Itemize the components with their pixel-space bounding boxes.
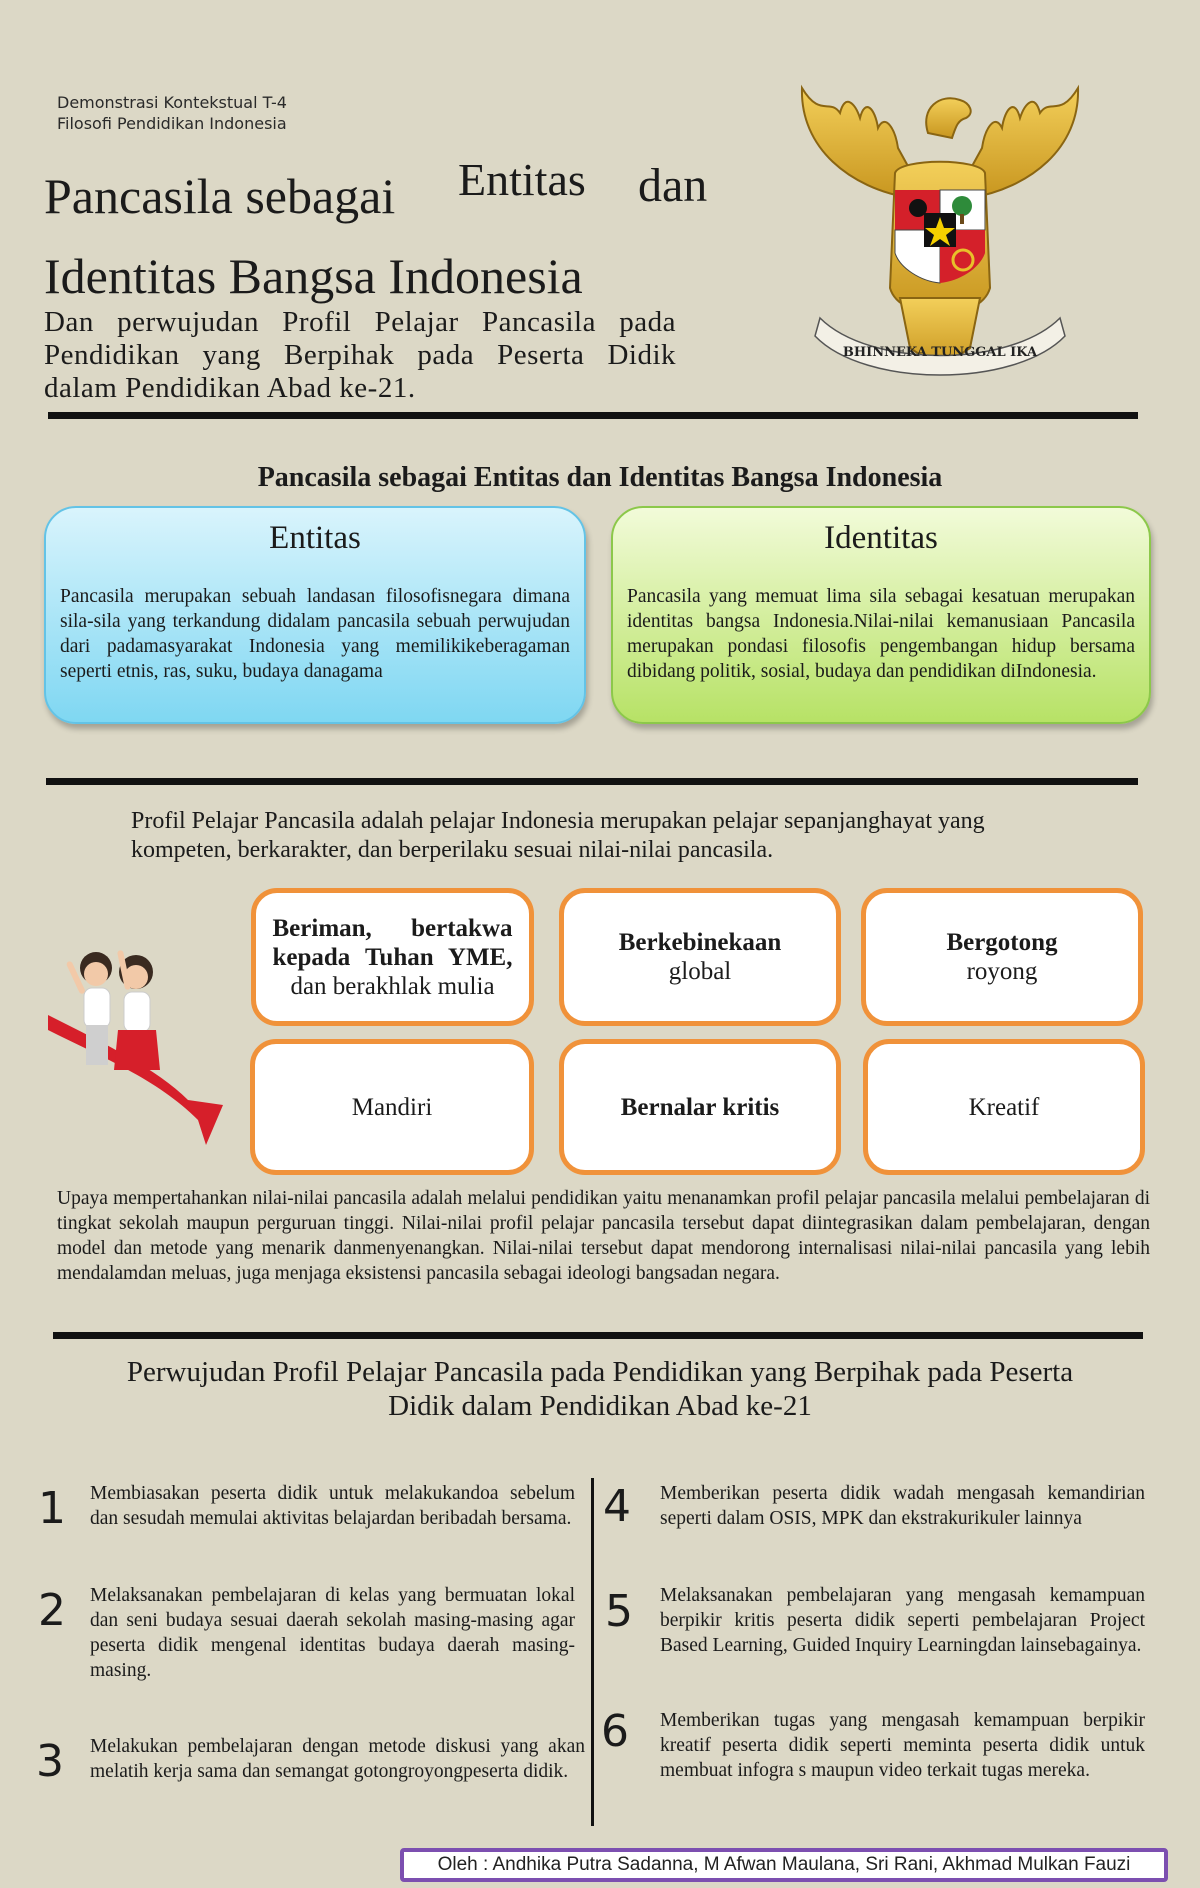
header-line-2: Filosofi Pendidikan Indonesia xyxy=(57,114,287,133)
profile-bergotong-rest: royong xyxy=(966,958,1038,985)
entitas-heading: Entitas xyxy=(269,520,361,556)
page-title xyxy=(44,154,724,312)
identitas-heading: Identitas xyxy=(824,520,938,556)
item-number-4: 4 xyxy=(603,1481,631,1532)
profile-kreatif xyxy=(863,1039,1145,1175)
item-text-5: Melaksanakan pembelajaran yang mengasah kemampuan berpikir kritis peserta didik seperti pembelajaran Project Based Learning, Guided Inquiry Learningdan lainsebagainya. xyxy=(660,1585,1145,1656)
divider-2 xyxy=(46,778,1138,785)
perwujudan-title-line-1: Perwujudan Profil Pelajar Pancasila pada Pendidikan yang Berpihak pada Peserta xyxy=(126,1356,1074,1388)
garuda-icon xyxy=(790,78,1090,400)
perwujudan-title xyxy=(60,1355,1140,1423)
author-credit: Oleh : Andhika Putra Sadanna, M Afwan Maulana, Sri Rani, Akhmad Mulkan Fauzi xyxy=(400,1848,1168,1882)
title-word-1: Pancasila sebagai xyxy=(44,168,396,224)
upaya-paragraph: Upaya mempertahankan nilai-nilai pancasila adalah melalui pendidikan yaitu menanamkan profil pelajar pancasila melalui pembelajaran di tingkat sekolah maupun perguruan tinggi. Nilai-nilai profil pelajar pancasila tersebut dapat diintegrasikan dalam pembelajaran, dengan model dan metode yang menarik danmenyenangkan. Nilai-nilai tersebut dapat mendorong internalisasi nilai-nilai pancasila yang lebih mendalamdan meluas, juga menjaga eksistensi pancasila sebagai ideologi bangsadan negara. xyxy=(57,1188,1150,1284)
profile-beriman-rest: dan berakhlak mulia xyxy=(290,972,495,1000)
profile-berkebinekaan xyxy=(559,888,841,1026)
title-word-2: Entitas xyxy=(458,154,586,205)
profile-bergotong-royong xyxy=(861,888,1143,1026)
profile-mandiri xyxy=(250,1039,534,1175)
students-icon xyxy=(48,920,248,1150)
divider-1 xyxy=(48,412,1138,419)
item-number-5: 5 xyxy=(605,1586,633,1637)
profile-beriman-bold: Beriman, bertakwa kepada Tuhan YME, xyxy=(272,914,513,971)
garuda-motto: BHINNEKA TUNGGAL IKA xyxy=(842,345,1038,360)
section-entitas-identitas-title: Pancasila sebagai Entitas dan Identitas Bangsa Indonesia xyxy=(257,462,943,493)
header-subtitle xyxy=(57,92,287,134)
header-line-1: Demonstrasi Kontekstual T-4 xyxy=(57,93,287,112)
profil-intro: Profil Pelajar Pancasila adalah pelajar Indonesia merupakan pelajar sepanjanghayat yang kompeten, berkarakter, dan berperilaku sesuai nilai-nilai pancasila. xyxy=(131,808,985,863)
profile-mandiri-label: Mandiri xyxy=(351,1093,433,1121)
title-line-2: Identitas Bangsa Indonesia xyxy=(44,248,583,304)
profile-bernalar-label: Bernalar kritis xyxy=(620,1093,780,1121)
profile-beriman xyxy=(251,888,534,1026)
students-illustration xyxy=(48,920,248,1150)
identitas-card xyxy=(611,506,1151,724)
item-number-6: 6 xyxy=(601,1706,629,1757)
divider-3 xyxy=(53,1332,1143,1339)
item-number-2: 2 xyxy=(38,1585,66,1636)
profile-bernalar-kritis xyxy=(559,1039,841,1175)
item-text-6: Memberikan tugas yang mengasah kemampuan berpikir kreatif peserta didik seperti meminta peserta didik untuk membuat infogra s maupun video terkait tugas mereka. xyxy=(660,1710,1145,1781)
perwujudan-title-line-2: Didik dalam Pendidikan Abad ke-21 xyxy=(388,1390,812,1422)
profile-bergotong-bold: Bergotong xyxy=(946,929,1058,956)
item-text-2: Melaksanakan pembelajaran di kelas yang bermuatan lokal dan seni budaya sesuai daerah sekolah masing-masing agar peserta didik mengenal identitas budaya daerah masing-masing. xyxy=(90,1585,575,1681)
profile-berkebinekaan-bold: Berkebinekaan xyxy=(618,929,782,956)
column-divider xyxy=(591,1478,594,1826)
identitas-text: Pancasila yang memuat lima sila sebagai kesatuan merupakan identitas bangsa Indonesia.Nilai-nilai kemanusiaan Pancasila merupakan pondasi filosofis pengembangan hidup bersama dibidang politik, sosial, budaya dan pendidikan diIndonesia. xyxy=(627,586,1135,682)
item-text-3: Melakukan pembelajaran dengan metode diskusi yang akan melatih kerja sama dan semangat gotongroyongpeserta didik. xyxy=(90,1736,585,1782)
item-text-4: Memberikan peserta didik wadah mengasah kemandirian seperti dalam OSIS, MPK dan ekstrakurikuler lainnya xyxy=(660,1483,1145,1529)
title-word-3: dan xyxy=(638,159,708,212)
page-subtitle: Dan perwujudan Profil Pelajar Pancasila pada Pendidikan yang Berpihak pada Peserta Didik dalam Pendidikan Abad ke-21. xyxy=(44,306,676,404)
garuda-pancasila-emblem xyxy=(790,78,1090,400)
entitas-text: Pancasila merupakan sebuah landasan filosofisnegara dimana sila-sila yang terkandung didalam pancasila sebuah perwujudan dari padamasyarakat Indonesia yang memilikikeberagaman seperti etnis, ras, suku, budaya danagama xyxy=(60,586,570,682)
item-text-1: Membiasakan peserta didik untuk melakukandoa sebelum dan sesudah memulai aktivitas belajardan beribadah bersama. xyxy=(90,1483,575,1529)
item-number-1: 1 xyxy=(38,1483,66,1534)
entitas-card xyxy=(44,506,586,724)
profile-berkebinekaan-rest: global xyxy=(668,958,732,985)
item-number-3: 3 xyxy=(36,1736,64,1787)
profile-kreatif-label: Kreatif xyxy=(968,1093,1040,1121)
